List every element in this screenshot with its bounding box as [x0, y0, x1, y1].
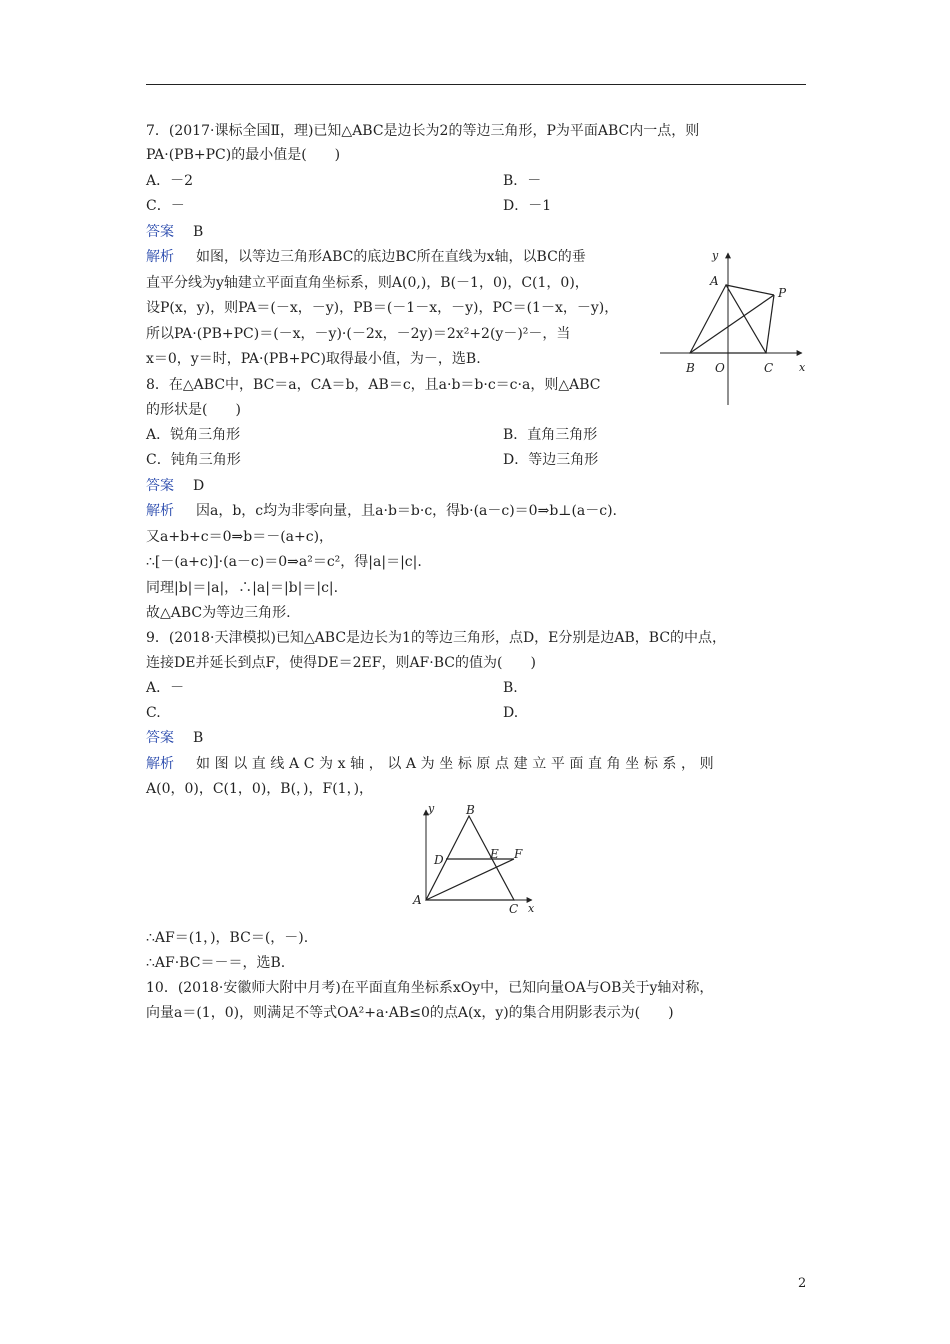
q8-stem-line1: 8．在△ABC中，BC＝a，CA＝b，AB＝c，且a·b＝b·c＝c·a，则△ABC	[146, 377, 601, 393]
q8-answer-value: D	[193, 478, 205, 494]
q8-solution-line1: 因a，b，c均为非零向量，且a·b＝b·c，得b·(a－c)＝0⇒b⊥(a－c).	[196, 503, 618, 519]
q7-solution-line1: 如图，以等边三角形ABC的底边BC所在直线为x轴，以BC的垂	[196, 249, 586, 265]
q7-answer-label: 答案	[146, 224, 174, 240]
q9-fig-label-c: C	[509, 902, 519, 916]
q7-option-a: A．－2	[146, 173, 194, 189]
q9-option-c: C.	[146, 705, 161, 721]
q9-solution-line1: 如图以直线AC为x轴，以A为坐标原点建立平面直角坐标系，则	[196, 756, 719, 772]
q9-option-b: B.	[503, 680, 518, 696]
header-rule	[146, 84, 806, 85]
q7-solution-line3: 设P(x，y)，则PA＝(－x，－y)，PB＝(－1－x，－y)，PC＝(1－x，－y)，	[146, 300, 619, 316]
q7-fig-label-c: C	[764, 361, 774, 375]
q7-solution-line2: 直平分线为y轴建立平面直角坐标系，则A(0,)，B(－1，0)，C(1，0)，	[146, 275, 589, 291]
q7-option-d: D．－1	[503, 198, 552, 214]
q7-fig-segment-cp	[766, 295, 774, 353]
q7-answer-value: B	[193, 224, 204, 240]
q7-analysis-label: 解析	[146, 249, 174, 265]
q7-fig-label-x: x	[799, 361, 806, 374]
q9-fig-label-f: F	[514, 847, 523, 861]
q9-solution-line4: ∴AF·BC＝－＝，选B.	[146, 955, 286, 971]
q9-solution-line2: A(0，0)，C(1，0)，B(，)，F(1，)，	[146, 781, 374, 797]
q9-fig-label-y: y	[428, 802, 435, 815]
q9-fig-label-b: B	[466, 803, 475, 817]
q8-stem-line2: 的形状是( )	[146, 402, 241, 418]
q7-fig-label-a: A	[710, 274, 719, 288]
q9-answer-value: B	[193, 730, 204, 746]
q8-option-c: C．钝角三角形	[146, 452, 241, 468]
q8-solution-line4: 同理|b|＝|a|，∴|a|＝|b|＝|c|.	[146, 580, 339, 596]
q8-analysis-label: 解析	[146, 503, 174, 519]
q7-solution-line4: 所以PA·(PB+PC)＝(－x，－y)·(－2x，－2y)＝2x²+2(y－)²－，当	[146, 326, 571, 342]
q7-fig-label-b: B	[686, 361, 695, 375]
q8-option-b: B．直角三角形	[503, 427, 598, 443]
q8-solution-line2: 又a+b+c＝0⇒b＝－(a+c)，	[146, 529, 334, 545]
q10-stem-line2: 向量a＝(1，0)，则满足不等式OA²+a·AB≤0的点A(x，y)的集合用阴影表示为( )	[146, 1005, 674, 1021]
q9-option-d: D.	[503, 705, 519, 721]
q9-fig-label-d: D	[434, 853, 444, 867]
q7-stem-line1: 7．(2017·课标全国Ⅱ，理)已知△ABC是边长为2的等边三角形，P为平面ABC内一点，则	[146, 123, 700, 139]
q9-stem-line2: 连接DE并延长到点F，使得DE＝2EF，则AF·BC的值为( )	[146, 655, 536, 671]
q8-answer-label: 答案	[146, 478, 174, 494]
q9-solution-line3: ∴AF＝(1，)，BC＝(，－).	[146, 930, 309, 946]
q7-fig-label-p: P	[778, 286, 787, 300]
q7-option-b: B．－	[503, 173, 542, 189]
q7-solution-line5: x＝0，y＝时，PA·(PB+PC)取得最小值，为－，选B.	[146, 351, 481, 367]
q8-option-a: A．锐角三角形	[146, 427, 241, 443]
q9-figure	[410, 804, 550, 919]
q9-answer-label: 答案	[146, 730, 174, 746]
q7-fig-label-y: y	[712, 249, 719, 262]
q7-fig-segment-ap	[726, 285, 774, 295]
q7-figure	[660, 245, 810, 410]
q9-fig-label-e: E	[490, 847, 499, 861]
q10-stem-line1: 10．(2018·安徽师大附中月考)在平面直角坐标系xOy中，已知向量OA与OB关于y轴对称，	[146, 980, 714, 996]
q8-option-d: D．等边三角形	[503, 452, 599, 468]
q9-option-a: A．－	[146, 680, 185, 696]
q9-fig-label-a: A	[413, 893, 422, 907]
q7-option-c: C．－	[146, 198, 185, 214]
q7-fig-label-o: O	[715, 361, 725, 375]
page-number: 2	[798, 1276, 807, 1291]
q8-solution-line5: 故△ABC为等边三角形.	[146, 605, 291, 621]
q7-stem-line2: PA·(PB+PC)的最小值是( )	[146, 147, 341, 163]
q8-solution-line3: ∴[－(a+c)]·(a－c)＝0⇒a²＝c²，得|a|＝|c|.	[146, 554, 422, 570]
q9-analysis-label: 解析	[146, 756, 174, 772]
q9-stem-line1: 9．(2018·天津模拟)已知△ABC是边长为1的等边三角形，点D，E分别是边AB，BC的中点，	[146, 630, 727, 646]
q9-fig-label-x: x	[528, 902, 535, 915]
